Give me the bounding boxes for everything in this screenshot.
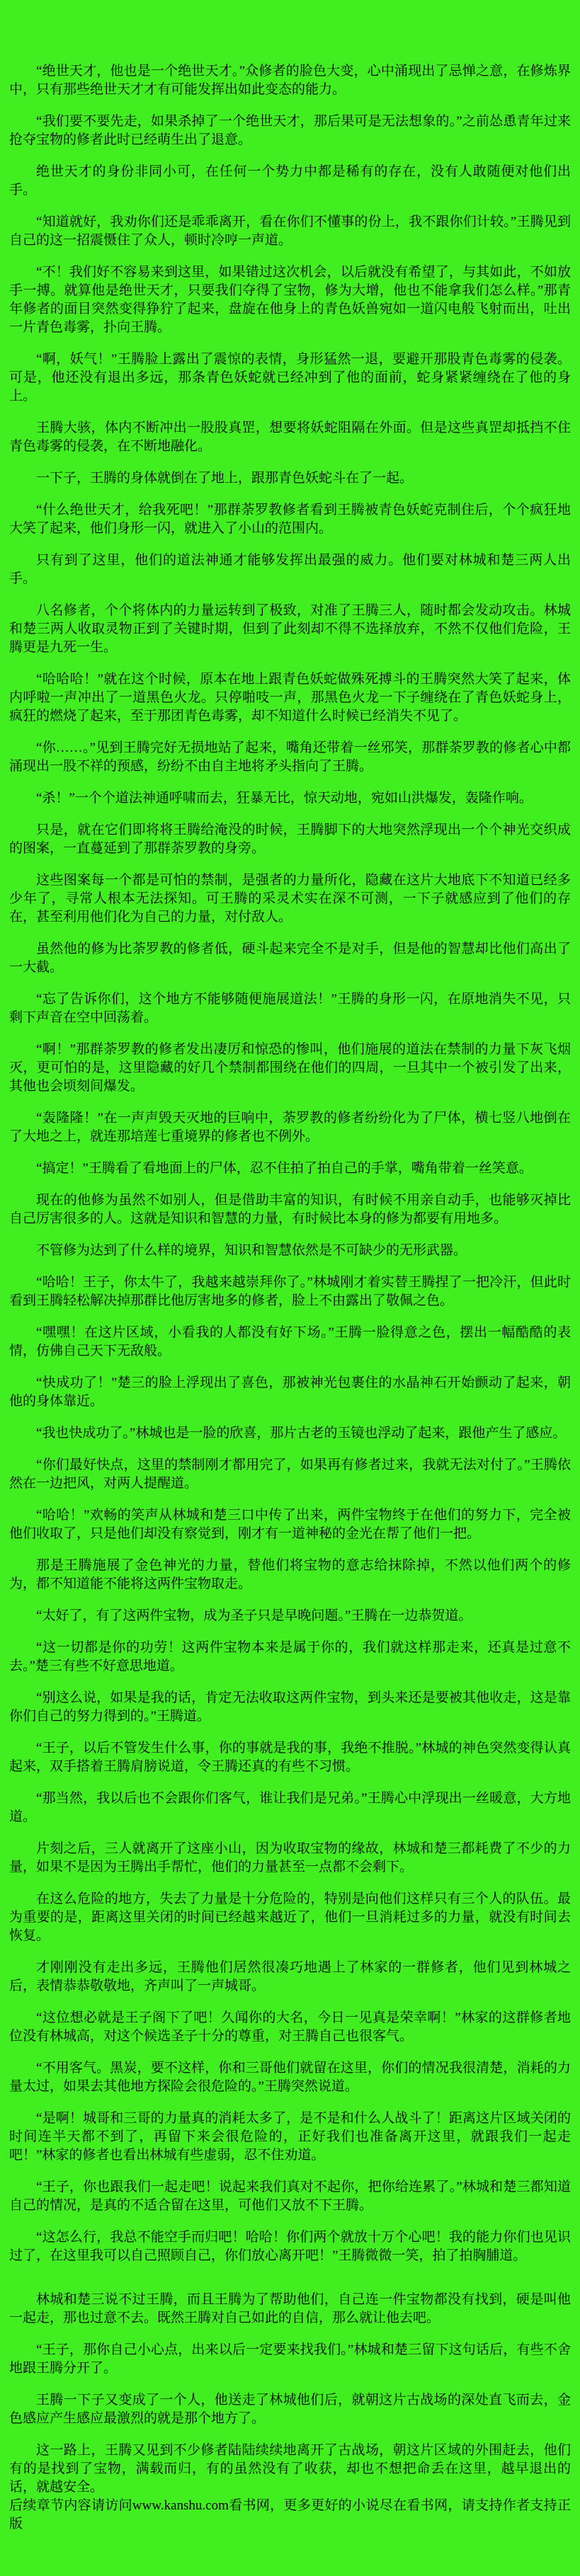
paragraph: “这一切都是你的功劳！这两件宝物本来是属于你的，我们就这样那走来，还真是过意不去。”楚三有些不好意思地道。	[9, 1640, 571, 1673]
paragraph: “搞定！”王腾看了看地面上的尸体，忍不住拍了拍自己的手掌，嘴角带着一丝笑意。	[36, 1161, 533, 1176]
paragraph: “王子，那你自己小心点，出来以后一定要来找我们。”林城和楚三留下这句话后，有些不舍地跟王腾分开了。	[9, 2342, 571, 2376]
paragraph: “这位想必就是王子阁下了吧！久闻你的大名，今日一见真是荣幸啊！”林家的这群修者地位没有林城高，对这个候选圣子十分的尊重，对王腾自己也很客气。	[9, 2010, 571, 2044]
paragraph: “你……。”见到王腾完好无损地站了起来，嘴角还带着一丝邪笑，那群荼罗教的修者心中都涌现出一股不祥的预感，纷纷不由自主地将矛头指向了王腾。	[9, 740, 571, 774]
paragraph: “别这么说，如果是我的话，肯定无法收取这两件宝物，到头来还是要被其他收走，这是靠你们自己的努力得到的。”王腾道。	[9, 1690, 571, 1724]
paragraph: “我们要不要先走，如果杀掉了一个绝世天才，那后果可是无法想象的。”之前怂恿青年过来抢夺宝物的修者此时已经萌生出了退意。	[9, 114, 571, 147]
paragraph: “嘿嘿！在这片区域，小看我的人都没有好下场。”王腾一脸得意之色，摆出一幅酷酷的表情，仿佛自己天下无敌般。	[9, 1325, 571, 1358]
paragraph: 不管修为达到了什么样的境界，知识和智慧依然是不可缺少的无形武器。	[36, 1243, 467, 1258]
paragraph: 只是，就在它们即将将王腾给淹没的时候，王腾脚下的大地突然浮现出一个个神光交织成的图案，一直蔓延到了那群荼罗教的身旁。	[9, 823, 571, 856]
paragraph: “不！我们好不容易来到这里，如果错过这次机会，以后就没有希望了，与其如此，不如放手一搏。就算他是绝世天才，只要我们夺得了宝物，修为大增，他也不能拿我们怎么样。”那青年修者的面目突然变得狰狞了起来，盘旋在他身上的青色妖兽宛如一道闪电般飞射而出，吐出一片青色毒雾，扑向王腾。	[9, 265, 571, 335]
paragraph: 这些图案每一个都是可怕的禁制，是强者的力量所化，隐藏在这片大地底下不知道已经多少年了，寻常人根本无法探知。可王腾的采灵术实在深不可测，一下子就感应到了他们的存在，甚至利用他们化为自己的力量，对付敌人。	[9, 873, 571, 925]
paragraph: 八名修者，个个将体内的力量运转到了极致，对准了王腾三人，随时都会发动攻击。林城和楚三两人收取灵物正到了关键时期，但到了此刻却不得不选择放弃，不然不仅他们危险，王腾更是九死一生。	[9, 603, 571, 655]
paragraph: “知道就好，我劝你们还是乖乖离开，看在你们不懂事的份上，我不跟你们计较。”王腾见到自己的这一招震慑住了众人，顿时冷哼一声道。	[9, 214, 571, 248]
paragraph: 在这么危险的地方，失去了力量是十分危险的，特别是向他们这样只有三个人的队伍。最为重要的是，距离这里关闭的时间已经越来越近了，他们一旦消耗过多的力量，就没有时间去恢复。	[9, 1891, 571, 1943]
paragraph: 片刻之后，三人就离开了这座小山，因为收取宝物的缘故，林城和楚三都耗费了不少的力量，如果不是因为王腾出手帮忙，他们的力量甚至一点都不会剩下。	[9, 1841, 571, 1874]
paragraph: “那当然，我以后也不会跟你们客气，谁让我们是兄弟。”王腾心中浮现出一丝暖意，大方地道。	[9, 1791, 571, 1824]
paragraph: 林城和楚三说不过王腾，而且王腾为了帮助他们，自己连一件宝物都没有找到，硬是叫他一起走，那也过意不去。既然王腾对自己如此的自信，那么就让他去吧。	[9, 2292, 571, 2325]
paragraph: 只有到了这里，他们的道法神通才能够发挥出最强的威力。他们要对林城和楚三两人出手。	[9, 553, 571, 586]
paragraph: “忘了告诉你们，这个地方不能够随便施展道法！”王腾的身形一闪，在原地消失不见，只剩下声音在空中回荡着。	[9, 992, 571, 1025]
paragraph: 一下子，王腾的身体就倒在了地上，跟那青色妖蛇斗在了一起。	[36, 471, 414, 486]
paragraph: 王腾大骇，体内不断冲出一股股真罡，想要将妖蛇阻隔在外面。但是这些真罡却抵挡不住青色毒雾的侵袭，在不断地融化。	[9, 420, 571, 454]
paragraph: 绝世天才的身份非同小可，在任何一个势力中都是稀有的存在，没有人敢随便对他们出手。	[9, 164, 571, 198]
paragraph: “你们最好快点，这里的禁制刚才都用完了，如果再有修者过来，我就无法对付了。”王腾依然在一边把风，对两人提醒道。	[9, 1458, 571, 1491]
paragraph: “轰隆隆！”在一声声毁天灭地的巨响中，荼罗教的修者纷纷化为了尸体，横七竖八地倒在了大地之上，就连那培莲七重境界的修者也不例外。	[9, 1111, 571, 1144]
paragraph: 虽然他的修为比荼罗教的修者低，硬斗起来完全不是对手，但是他的智慧却比他们高出了一大截。	[9, 941, 571, 975]
paragraph: 现在的他修为虽然不如别人，但是借助丰富的知识，有时候不用亲自动手，也能够灭掉比自己厉害很多的人。这就是知识和智慧的力量，有时候比本身的修为都要有用地多。	[9, 1193, 571, 1226]
paragraph: “绝世天才，他也是一个绝世天才。”众修者的脸色大变，心中涌现出了忌惮之意，在修炼界中，只有那些绝世天才才有可能发挥出如此变态的能力。	[9, 64, 571, 97]
paragraph: 王腾一下子又变成了一个人，他送走了林城他们后，就朝这片古战场的深处直飞而去，金色感应产生感应最激烈的就是那个地方了。	[9, 2393, 571, 2426]
paragraph: “哈哈！”欢畅的笑声从林城和楚三口中传了出来，两件宝物终于在他们的努力下，完全被他们收取了，只是他们却没有察觉到，刚才有一道神秘的金光在帮了他们一把。	[9, 1508, 571, 1541]
paragraph: “哈哈！王子，你太牛了，我越来越崇拜你了。”林城刚才着实替王腾捏了一把冷汗，但此时看到王腾轻松解决掉那群比他厉害地多的修者，脸上不由露出了敬佩之色。	[9, 1275, 571, 1308]
paragraph: “快成功了！”楚三的脸上浮现出了喜色，那被神光包裹住的水晶神石开始颤动了起来，朝他的身体靠近。	[9, 1375, 571, 1409]
paragraph: 这一路上，王腾又见到不少修者陆陆续续地离开了古战场，朝这片区域的外围赶去，他们有的是找到了宝物，满载而归，有的虽然没有了收获，却也不想把命丢在这里，越早退出的话，就越安全。	[9, 2443, 571, 2495]
paragraph: “是啊！城哥和三哥的力量真的消耗太多了，是不是和什么人战斗了！距离这片区域关闭的时间连半天都不到了，再留下来会很危险的，正好我们也准备离开这里，就跟我们一起走吧！”林家的修者也看出林城有些虚弱，忍不住劝道。	[9, 2111, 571, 2163]
paragraph: “王子，以后不管发生什么事，你的事就是我的事，我绝不推脱。”林城的神色突然变得认真起来，双手搭着王腾肩膀说道，令王腾还真的有些不习惯。	[9, 1741, 571, 1774]
paragraph: 那是王腾施展了金色神光的力量，替他们将宝物的意志给抹除掉，不然以他们两个的修为，都不知道能不能将这两件宝物取走。	[9, 1558, 571, 1591]
paragraph: “太好了，有了这两件宝物，成为圣子只是早晚问题。”王腾在一边恭贺道。	[36, 1608, 472, 1623]
footer-note: 后续章节内容请访问www.kanshu.com看书网，更多更好的小说尽在看书网，请支持作者支持正版	[9, 2498, 571, 2531]
paragraph: “王子，你也跟我们一起走吧！说起来我们真对不起你，把你给连累了。”林城和楚三都知道自己的情况，是真的不适合留在这里，可他们又放不下王腾。	[9, 2180, 571, 2213]
paragraph: “啊！”那群荼罗教的修者发出凄厉和惊恐的惨叫，他们施展的道法在禁制的力量下灰飞烟灭，更可怕的是，这里隐藏的好几个禁制都围绕在他们的四周，一旦其中一个被引发了出来，其他也会顷刻间爆发。	[9, 1042, 571, 1094]
paragraph: “不用客气。黑炭，要不这样，你和三哥他们就留在这里，你们的情况我很清楚，消耗的力量太过，如果去其他地方探险会很危险的。”王腾突然说道。	[9, 2061, 571, 2094]
paragraph: “啊，妖气！”王腾脸上露出了震惊的表情，身形猛然一退，要避开那股青色毒雾的侵袭。可是，他还没有退出多远，那条青色妖蛇就已经冲到了他的面前，蛇身紧紧缠绕在了他的身上。	[9, 352, 571, 403]
paragraph: “什么绝世天才，给我死吧！”那群荼罗教修者看到王腾被青色妖蛇克制住后，个个疯狂地大笑了起来，他们身形一闪，就进入了小山的范围内。	[9, 503, 571, 536]
paragraph: “哈哈哈！”就在这个时候，原本在地上跟青色妖蛇做殊死搏斗的王腾突然大笑了起来，体内呼啦一声冲出了一道黑色火龙。只停啪吱一声，那黑色火龙一下子缠绕在了青色妖蛇身上，疯狂的燃烧了起来，至于那团青色毒雾，却不知道什么时候已经消失不见了。	[9, 672, 571, 723]
paragraph: “杀！”一个个道法神通呼啸而去，狂暴无比，惊天动地，宛如山洪爆发，轰隆作响。	[36, 791, 533, 806]
paragraph: “这怎么行，我总不能空手而归吧！哈哈！你们两个就放十万个心吧！我的能力你们也见识过了，在这里我可以自己照顾自己，你们放心离开吧！”王腾微微一笑，拍了拍胸脯道。	[9, 2230, 571, 2263]
paragraph: 才刚刚没有走出多远，王腾他们居然很凑巧地遇上了林家的一群修者，他们见到林城之后，表情恭恭敬敬地，齐声叫了一声城哥。	[9, 1960, 571, 1993]
paragraph: “我也快成功了。”林城也是一脸的欣喜，那片古老的玉镜也浮动了起来，跟他产生了感应。	[36, 1426, 567, 1441]
